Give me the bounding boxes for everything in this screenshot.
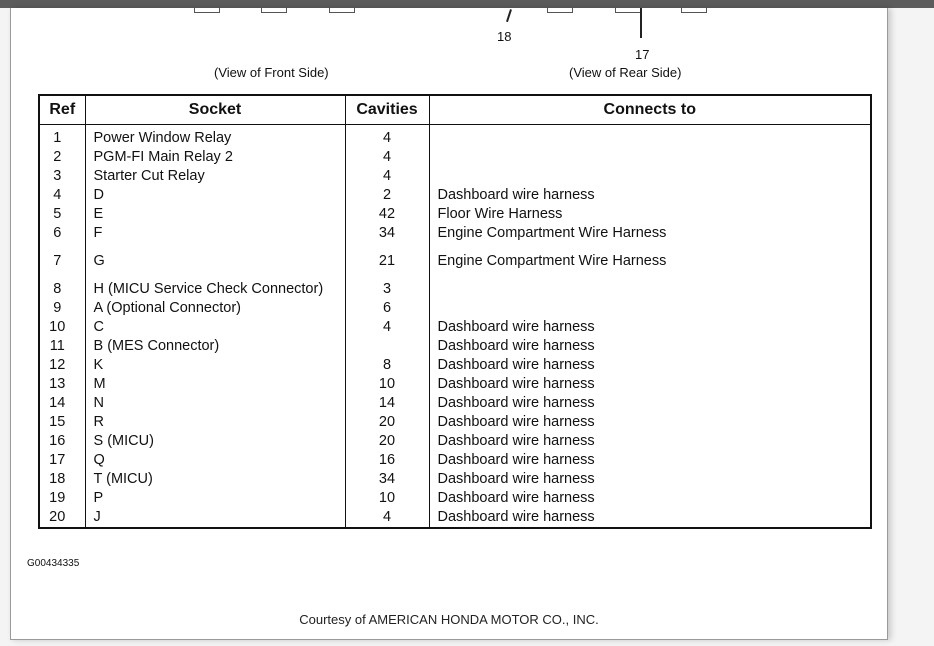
- header-connects-to: Connects to: [429, 95, 871, 125]
- cell-cavities: 34: [345, 470, 429, 489]
- table-row: [39, 167, 871, 186]
- cell-connects-to: Dashboard wire harness: [429, 451, 871, 470]
- cell-cavities: 42: [345, 205, 429, 224]
- callout-17-leader-line: [640, 8, 642, 38]
- cell-connects-to: Dashboard wire harness: [429, 508, 871, 528]
- header-socket: Socket: [85, 95, 345, 125]
- cell-connects-to: Dashboard wire harness: [429, 375, 871, 394]
- cell-ref: 1: [39, 125, 85, 149]
- cell-cavities: 4: [345, 508, 429, 528]
- connector-table: [38, 94, 872, 529]
- callout-17: 17: [635, 47, 650, 62]
- cell-socket: R: [85, 413, 345, 432]
- cell-ref: 12: [39, 356, 85, 375]
- cell-socket: K: [85, 356, 345, 375]
- cell-socket: B (MES Connector): [85, 337, 345, 356]
- cell-connects-to: Dashboard wire harness: [429, 413, 871, 432]
- cell-connects-to: [429, 299, 871, 318]
- callout-18: 18: [497, 29, 512, 44]
- cell-cavities: 21: [345, 243, 429, 280]
- cell-connects-to: [429, 125, 871, 149]
- table-row: [39, 186, 871, 205]
- cell-cavities: 14: [345, 394, 429, 413]
- cell-socket: S (MICU): [85, 432, 345, 451]
- table-row: [39, 394, 871, 413]
- cell-socket: P: [85, 489, 345, 508]
- table-row: [39, 205, 871, 224]
- header-cavities: Cavities: [345, 95, 429, 125]
- table-row: [39, 489, 871, 508]
- cell-cavities: 4: [345, 148, 429, 167]
- cell-cavities: 3: [345, 280, 429, 299]
- table-row: [39, 318, 871, 337]
- rear-connector-outline-3: [681, 8, 707, 13]
- cell-ref: 17: [39, 451, 85, 470]
- table-row: [39, 243, 871, 280]
- cell-connects-to: [429, 167, 871, 186]
- cell-ref: 7: [39, 243, 85, 280]
- viewer-top-bar: [0, 0, 934, 8]
- cell-cavities: 10: [345, 375, 429, 394]
- cell-socket: T (MICU): [85, 470, 345, 489]
- header-ref: Ref: [39, 95, 85, 125]
- figure-id: G00434335: [27, 558, 80, 569]
- cell-connects-to: Dashboard wire harness: [429, 318, 871, 337]
- cell-socket: D: [85, 186, 345, 205]
- cell-ref: 6: [39, 224, 85, 243]
- cell-socket: Power Window Relay: [85, 125, 345, 149]
- table-row: [39, 356, 871, 375]
- rear-connector-outline-1: [547, 8, 573, 13]
- cell-connects-to: [429, 148, 871, 167]
- cell-cavities: 16: [345, 451, 429, 470]
- cell-socket: F: [85, 224, 345, 243]
- table-row: [39, 125, 871, 149]
- cell-cavities: 4: [345, 318, 429, 337]
- courtesy-credit: Courtesy of AMERICAN HONDA MOTOR CO., INC.: [299, 612, 599, 627]
- table-row: [39, 508, 871, 528]
- cell-cavities: 20: [345, 432, 429, 451]
- cell-connects-to: Dashboard wire harness: [429, 432, 871, 451]
- cell-ref: 10: [39, 318, 85, 337]
- cell-connects-to: Dashboard wire harness: [429, 356, 871, 375]
- cell-connects-to: Dashboard wire harness: [429, 470, 871, 489]
- cell-connects-to: Dashboard wire harness: [429, 394, 871, 413]
- front-view-caption: (View of Front Side): [214, 65, 329, 80]
- cell-socket: Starter Cut Relay: [85, 167, 345, 186]
- cell-socket: C: [85, 318, 345, 337]
- cell-cavities: 4: [345, 125, 429, 149]
- front-connector-outline-3: [329, 8, 355, 13]
- cell-socket: A (Optional Connector): [85, 299, 345, 318]
- table-row: [39, 470, 871, 489]
- cell-cavities: 6: [345, 299, 429, 318]
- cell-connects-to: [429, 280, 871, 299]
- cell-ref: 16: [39, 432, 85, 451]
- table-row: [39, 375, 871, 394]
- cell-cavities: 10: [345, 489, 429, 508]
- table-row: [39, 337, 871, 356]
- table-header-row: [39, 95, 871, 125]
- cell-ref: 2: [39, 148, 85, 167]
- cell-socket: Q: [85, 451, 345, 470]
- cell-connects-to: Dashboard wire harness: [429, 489, 871, 508]
- cell-ref: 18: [39, 470, 85, 489]
- cell-ref: 20: [39, 508, 85, 528]
- cell-ref: 3: [39, 167, 85, 186]
- cell-ref: 4: [39, 186, 85, 205]
- cell-ref: 14: [39, 394, 85, 413]
- cell-socket: E: [85, 205, 345, 224]
- cell-cavities: 20: [345, 413, 429, 432]
- table-row: [39, 148, 871, 167]
- rear-view-caption: (View of Rear Side): [569, 65, 682, 80]
- table-row: [39, 299, 871, 318]
- cell-connects-to: Dashboard wire harness: [429, 186, 871, 205]
- cell-socket: PGM-FI Main Relay 2: [85, 148, 345, 167]
- cell-cavities: 2: [345, 186, 429, 205]
- cell-ref: 9: [39, 299, 85, 318]
- cell-socket: G: [85, 243, 345, 280]
- cell-cavities: [345, 337, 429, 356]
- cell-cavities: 34: [345, 224, 429, 243]
- cell-socket: H (MICU Service Check Connector): [85, 280, 345, 299]
- cell-ref: 19: [39, 489, 85, 508]
- document-page: [10, 8, 888, 640]
- cell-ref: 11: [39, 337, 85, 356]
- cell-connects-to: Floor Wire Harness: [429, 205, 871, 224]
- table-row: [39, 413, 871, 432]
- rear-connector-outline-2: [615, 8, 641, 13]
- table-row: [39, 224, 871, 243]
- cell-connects-to: Engine Compartment Wire Harness: [429, 224, 871, 243]
- cell-ref: 15: [39, 413, 85, 432]
- cell-socket: M: [85, 375, 345, 394]
- cell-connects-to: Engine Compartment Wire Harness: [429, 243, 871, 280]
- cell-ref: 13: [39, 375, 85, 394]
- cell-connects-to: Dashboard wire harness: [429, 337, 871, 356]
- table-row: [39, 432, 871, 451]
- callout-18-leader-line: [506, 9, 511, 22]
- cell-cavities: 8: [345, 356, 429, 375]
- cell-ref: 8: [39, 280, 85, 299]
- cell-socket: J: [85, 508, 345, 528]
- table-row: [39, 451, 871, 470]
- front-connector-outline-1: [194, 8, 220, 13]
- table-row: [39, 280, 871, 299]
- cell-cavities: 4: [345, 167, 429, 186]
- front-connector-outline-2: [261, 8, 287, 13]
- cell-socket: N: [85, 394, 345, 413]
- cell-ref: 5: [39, 205, 85, 224]
